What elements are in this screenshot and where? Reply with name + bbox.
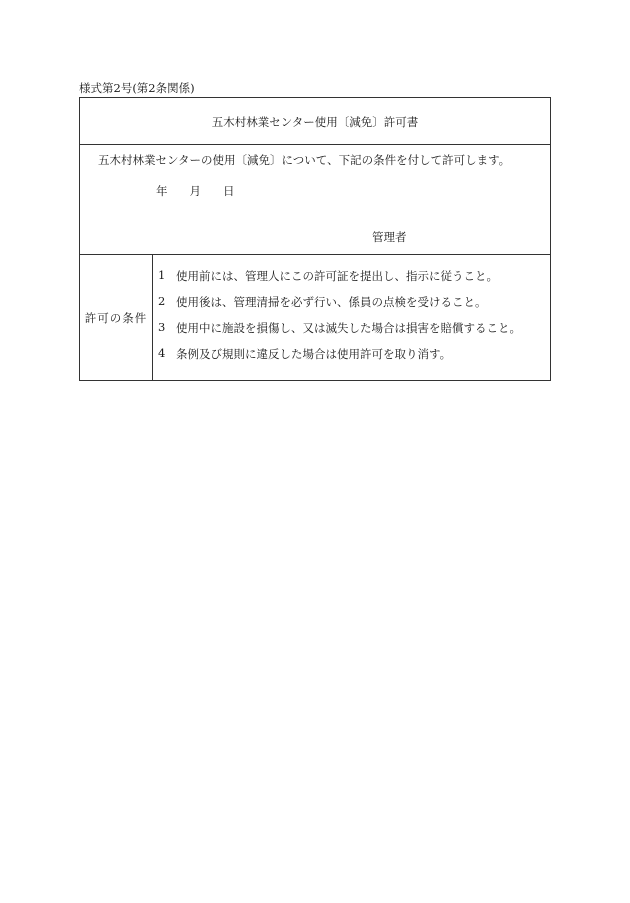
permit-form (79, 97, 551, 381)
form-title: 五木村林業センター使用〔減免〕許可書 (211, 115, 419, 129)
condition-text: 条例及び規則に違反した場合は使用許可を取り消す。 (176, 347, 452, 361)
form-title-row (80, 98, 550, 145)
permit-statement: 五木村林業センターの使用〔減免〕について、下記の条件を付して許可します。 (98, 153, 511, 167)
condition-text: 使用中に施設を損傷し、又は滅失した場合は損害を賠償すること。 (176, 321, 521, 335)
form-number: 様式第2号(第2条関係) (79, 81, 195, 95)
year-label: 年 (156, 184, 168, 198)
conditions-label: 許可の条件 (80, 255, 153, 381)
condition-item (158, 346, 521, 372)
condition-item (158, 320, 521, 346)
condition-text: 使用後は、管理清掃を必ず行い、係員の点検を受けること。 (176, 295, 487, 309)
condition-number: 2 (158, 294, 166, 308)
condition-text: 使用前には、管理人にこの許可証を提出し、指示に従うこと。 (176, 269, 498, 283)
issue-date (156, 183, 235, 199)
conditions-list (158, 268, 521, 372)
permit-statement-section (80, 145, 550, 255)
conditions-section (80, 255, 550, 381)
condition-item (158, 268, 521, 294)
day-label: 日 (223, 184, 235, 198)
condition-number: 3 (158, 320, 166, 334)
manager-label: 管理者 (372, 230, 407, 244)
condition-number: 1 (158, 268, 166, 282)
condition-number: 4 (158, 346, 166, 360)
condition-item (158, 294, 521, 320)
month-label: 月 (189, 184, 201, 198)
